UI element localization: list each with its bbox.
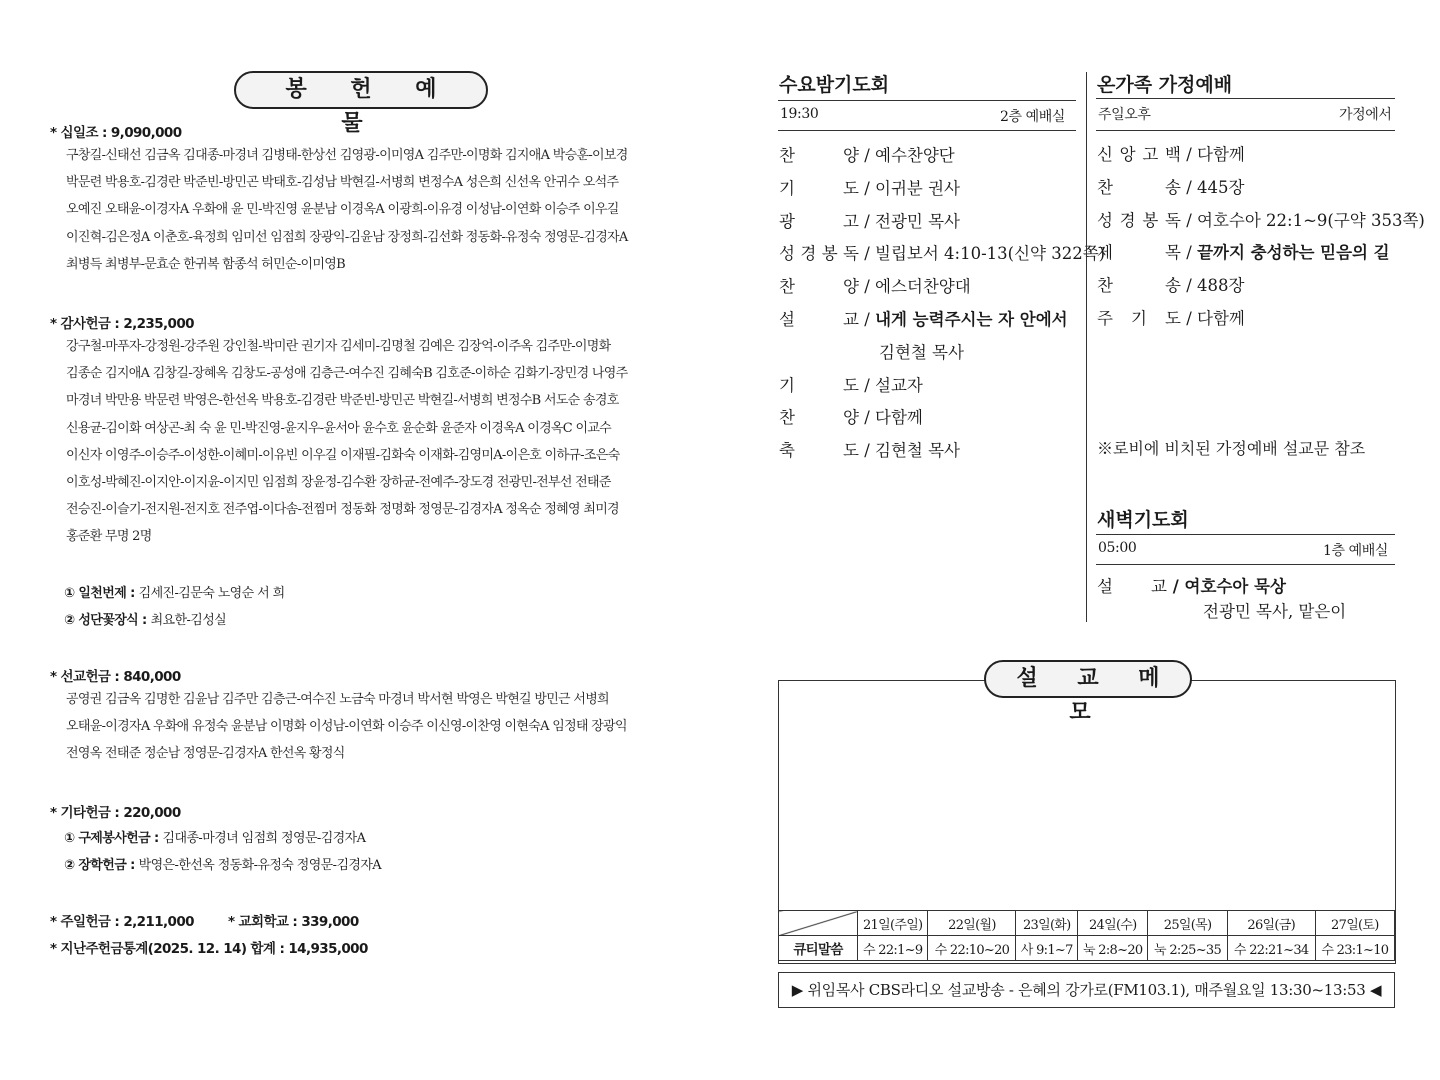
sunday-offering: * 주일헌금 : 2,211,000 (50, 914, 194, 930)
qt-day: 27일(토) (1315, 911, 1394, 936)
wednesday-row-key: 기 도 (779, 178, 859, 198)
family-row-value: / 445장 (1181, 177, 1245, 197)
family-row (1097, 141, 1245, 165)
qt-verse: 눅 2:8~20 (1078, 936, 1148, 961)
wednesday-place: 2층 예배실 (1000, 109, 1066, 125)
qt-day: 24일(수) (1078, 911, 1148, 936)
qt-days-row (779, 911, 1395, 936)
column-divider (1086, 72, 1087, 622)
family-title: 온가족 가정예배 (1097, 74, 1233, 96)
family-row-key: 제 목 (1097, 243, 1181, 263)
family-row-key: 찬 송 (1097, 276, 1181, 296)
wednesday-row-value: / 다함께 (859, 408, 923, 428)
wednesday-row (779, 208, 960, 232)
wednesday-row-value: / 에스더찬양대 (859, 277, 971, 297)
dawn-top-rule (1096, 534, 1395, 535)
dawn-time: 05:00 (1098, 540, 1137, 556)
qt-verse: 수 22:1~9 (858, 936, 928, 961)
thanks-item-2-label: ② 성단꽃장식 : (64, 613, 151, 628)
family-row-key: 찬 송 (1097, 177, 1181, 197)
family-row (1097, 239, 1390, 263)
family-row-value: / 여호수아 22:1~9(구약 353쪽) (1181, 210, 1425, 230)
family-row (1097, 174, 1244, 198)
thanks-item-2 (64, 609, 226, 628)
wednesday-row (779, 404, 923, 428)
qt-day: 25일(목) (1148, 911, 1227, 936)
other-heading: * 기타헌금 : 220,000 (50, 805, 181, 821)
wednesday-row-value: 김현철 목사 (879, 342, 964, 362)
tithe-names: 구창길-신태선 김금옥 김대종-마경녀 김병태-한상선 김영광-이미영A 김주만-이명화 김지애A 박승훈-이보경 박문련 박용호-김경란 박준빈-방민곤 박태호-김성남 박현길-서병희 변정수A 성은희 신선옥 안귀수 오석주 오예진 오태윤-이경자A 우화애 윤 민-박진영 윤분남 이경옥A 이광희-이유경 이성남-이연화 이승주 이우길 이진혁-김은정A 이춘호-육정희 임미선 임점희 장광익-김윤남 장정희-김선화 정동화-유정숙 정영문-김경자A 최병득 최병부-문효순 한귀복 함종석 허민순-이미영B (66, 148, 628, 272)
family-row-value: / 488장 (1181, 276, 1245, 296)
family-top-rule (1096, 98, 1395, 99)
family-row (1097, 305, 1245, 329)
qt-verse: 수 22:21~34 (1227, 936, 1315, 961)
other-item-2-value: 박영은-한선옥 정동화-유정숙 정영문-김경자A (138, 858, 382, 873)
wednesday-row-value: / 빌립보서 4:10-13(신약 322쪽) (859, 244, 1106, 264)
wednesday-time: 19:30 (780, 106, 819, 122)
family-row-title: 끝까지 충성하는 믿음의 길 (1197, 243, 1390, 263)
radio-broadcast-banner: ▶ 위임목사 CBS라디오 설교방송 - 은혜의 강가로(FM103.1), 매주월요일 13:30~13:53 ◀ (778, 972, 1395, 1008)
dawn-title: 새벽기도회 (1097, 509, 1189, 531)
qt-verses-row (779, 936, 1395, 961)
family-row-key: 주 기 도 (1097, 309, 1181, 328)
wednesday-row-value: / 김현철 목사 (859, 441, 960, 461)
offering-title: 봉 헌 예 물 (234, 71, 488, 109)
wednesday-row-key: 성 경 봉 독 (779, 244, 859, 264)
qt-day: 21일(주일) (858, 911, 928, 936)
wednesday-row-key: 찬 양 (779, 146, 859, 165)
dawn-sermon-row (1097, 573, 1286, 597)
thanks-item-1-value: 김세진-김문숙 노영순 서 희 (138, 586, 285, 601)
sermon-memo-title: 설 교 메 모 (984, 660, 1192, 698)
qt-verse: 수 22:10~20 (928, 936, 1016, 961)
wednesday-top-rule (778, 100, 1076, 101)
other-item-2-label: ② 장학헌금 : (64, 858, 139, 873)
wednesday-row (779, 273, 971, 297)
dawn-sermon-value: / 여호수아 묵상 (1167, 577, 1286, 596)
wednesday-row (779, 240, 1105, 264)
qt-verse: 수 23:1~10 (1315, 936, 1394, 961)
thanks-heading: * 감사헌금 : 2,235,000 (50, 316, 194, 332)
family-note: ※로비에 비치된 가정예배 설교문 참조 (1097, 439, 1366, 458)
family-row (1097, 207, 1425, 231)
qt-day: 26일(금) (1227, 911, 1315, 936)
mission-names: 공영권 김금옥 김명한 김윤남 김주만 김층근-여수진 노금숙 마경녀 박서현 박영은 박현길 방민근 서병희 오태윤-이경자A 우화애 유정숙 윤분남 이명화 이성남-이연화 이승주 이신영-이찬영 이현숙A 임정태 장광익 전영옥 전태준 정순남 정영문-김경자A 한선옥 황정식 (66, 692, 627, 762)
wednesday-row-value: / 예수찬양단 (859, 146, 955, 165)
wednesday-row (779, 437, 960, 461)
qt-verse: 눅 2:25~35 (1148, 936, 1227, 961)
wednesday-row-key: 광 고 (779, 211, 859, 231)
thanks-item-1-label: ① 일천번제 : (64, 586, 139, 601)
wednesday-title: 수요밤기도회 (779, 74, 890, 96)
thanks-item-2-value: 최요한-김성실 (150, 613, 227, 628)
tithe-heading: * 십일조 : 9,090,000 (50, 125, 182, 141)
family-row (1097, 272, 1244, 296)
wednesday-row-value: / 전광민 목사 (859, 211, 960, 231)
family-row-value: / (1181, 243, 1198, 263)
wednesday-sub-rule (778, 130, 1076, 131)
wednesday-row (779, 306, 1068, 330)
last-week-stats: * 지난주헌금통계(2025. 12. 14) 합계 : 14,935,000 (50, 941, 368, 957)
family-row-key: 신 앙 고 백 (1097, 145, 1181, 164)
other-item-1-label: ① 구제봉사헌금 : (64, 831, 163, 846)
family-row-value: / 다함께 (1181, 309, 1245, 328)
wednesday-row-title: 내게 능력주시는 자 안에서 (875, 310, 1068, 329)
family-row-key: 성 경 봉 독 (1097, 210, 1181, 230)
qt-corner-cell (779, 911, 858, 936)
mission-heading: * 선교헌금 : 840,000 (50, 669, 181, 685)
wednesday-row (779, 142, 955, 166)
other-item-2 (64, 854, 381, 873)
wednesday-row (779, 372, 923, 396)
wednesday-row-value: / (859, 310, 876, 329)
wednesday-row (779, 339, 964, 363)
family-row-value: / 다함께 (1181, 145, 1245, 164)
wednesday-row-key: 설 교 (779, 310, 859, 329)
school-offering: * 교회학교 : 339,000 (228, 914, 359, 930)
qt-verse: 사 9:1~7 (1016, 936, 1078, 961)
thanks-item-1 (64, 582, 285, 601)
wednesday-row-key: 기 도 (779, 375, 859, 395)
wednesday-row-key: 찬 양 (779, 408, 859, 428)
dawn-place: 1층 예배실 (1323, 543, 1389, 559)
family-place: 가정에서 (1339, 107, 1392, 123)
other-item-1-value: 김대종-마경녀 임점희 정영문-김경자A (162, 831, 366, 846)
qt-table (778, 910, 1395, 961)
wednesday-row-key: 축 도 (779, 441, 859, 461)
qt-day: 22일(월) (928, 911, 1016, 936)
wednesday-row (779, 175, 960, 199)
qt-row-label: 큐티말씀 (779, 936, 858, 961)
wednesday-row-value: / 설교자 (859, 375, 923, 395)
dawn-sub-rule (1096, 564, 1395, 565)
dawn-sermon-leader: 전광민 목사, 맡은이 (1203, 602, 1347, 621)
family-sub-rule (1096, 130, 1395, 131)
qt-day: 23일(화) (1016, 911, 1078, 936)
thanks-names: 강구철-마푸자-강정원-강주원 강인철-박미란 권기자 김세미-김명철 김예은 김장억-이주옥 김주만-이명화 김종순 김지애A 김창길-장혜옥 김창도-공성애 김층근-여수진 김혜숙B 김호준-이하순 김화기-장민경 나영주 마경녀 박만용 박문련 박영은-한선옥 박용호-김경란 박준빈-방민곤 박현길-서병희 변정수B 서도순 송경호 신용균-김이화 여상곤-최 숙 윤 민-박진영-윤지우-윤서아 윤수호 윤순화 윤준자 이경옥A 이경옥C 이교수 이신자 이영주-이승주-이성한-이혜미-이유빈 이우길 이재필-김화숙 이재화-김영미A-이은호 이하규-조은숙 이호성-박혜진-이지안-이지윤-이지민 임점희 장윤정-김수환 장하균-전예주-장도경 전광민-전부선 전태준 전승진-이슬기-전지원-전지호 전주엽-이다솜-전찜머 정동화 정명화 정영문-김경자A 정옥순 정혜영 최미경 홍준환 무명 2명 (66, 339, 628, 545)
wednesday-row-key: 찬 양 (779, 277, 859, 297)
wednesday-row-value: / 이귀분 권사 (859, 178, 960, 198)
other-item-1 (64, 827, 365, 846)
dawn-sermon-key: 설 교 (1097, 577, 1167, 596)
family-time: 주일오후 (1098, 107, 1151, 123)
